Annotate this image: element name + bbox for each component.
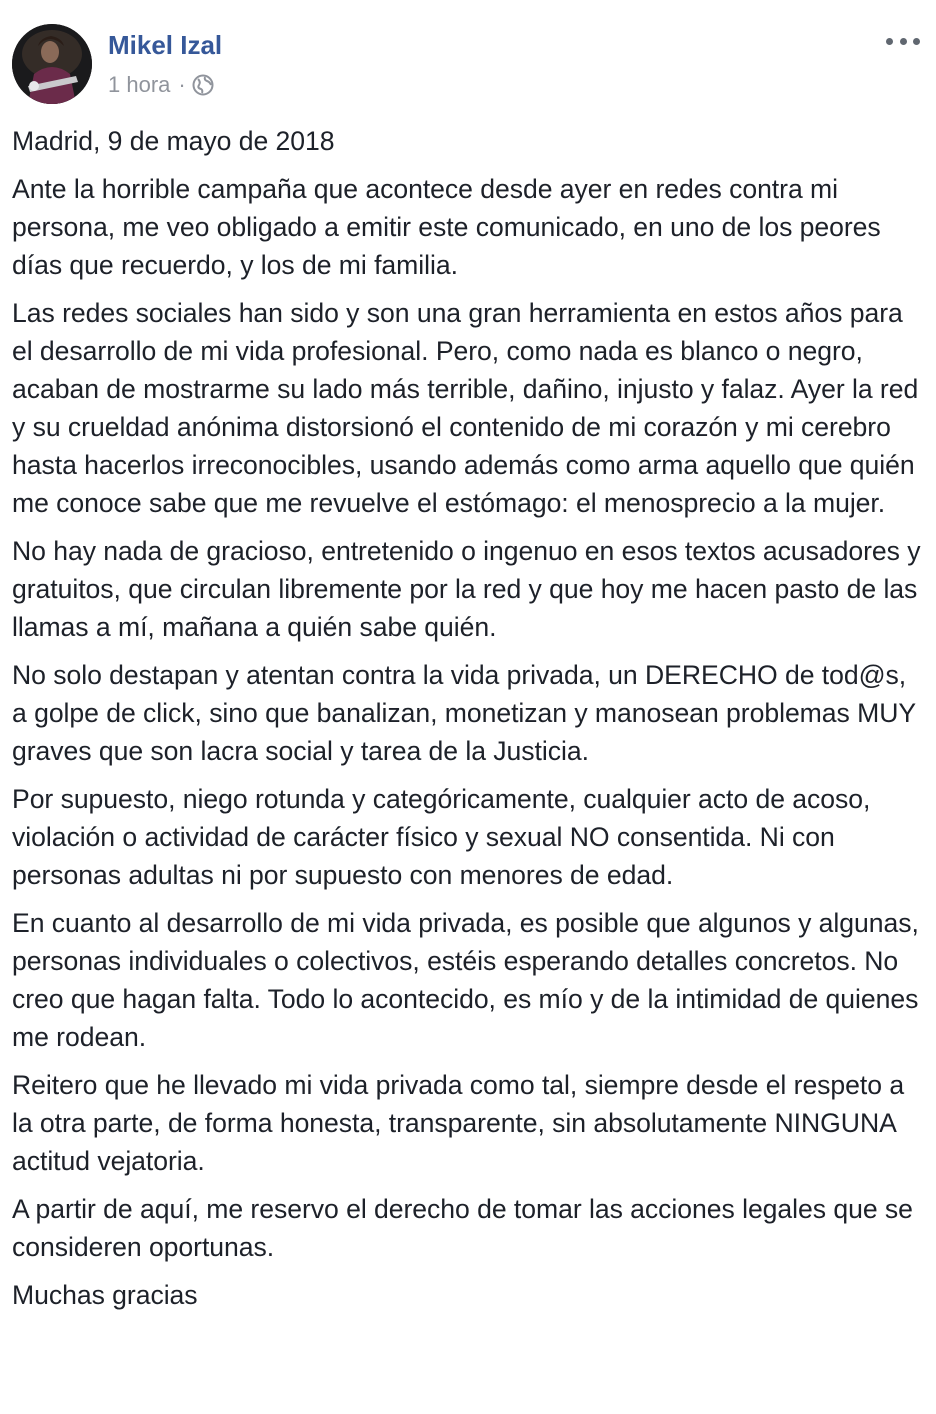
post-paragraph: Las redes sociales han sido y son una gran herramienta en estos años para el desarrollo de mi vida profesional. Pero, como nada es blanco o negro, acaban de mostrarme su lado más terrible, dañino, injusto y falaz. Ayer la red y su crueldad anónima distorsionó el contenido de mi corazón y mi cerebro hasta hacerlos irreconocibles, usando además como arma aquello que quién me conoce sabe que me revuelve el estómago: el menosprecio a la mujer. xyxy=(12,298,919,518)
post-paragraph: Muchas gracias xyxy=(12,1280,198,1310)
avatar[interactable] xyxy=(12,24,92,104)
author-name[interactable]: Mikel Izal xyxy=(108,30,223,60)
post-paragraph: A partir de aquí, me reservo el derecho de tomar las acciones legales que se consideren oportunas. xyxy=(12,1194,913,1262)
post-meta xyxy=(108,70,214,100)
avatar-photo-icon xyxy=(12,24,92,104)
post-paragraph: En cuanto al desarrollo de mi vida privada, es posible que algunos y algunas, personas individuales o colectivos, estéis esperando detalles concretos. No creo que hagan falta. Todo lo acontecido, es mío y de la intimidad de quienes me rodean. xyxy=(12,908,919,1052)
post-paragraph: Por supuesto, niego rotunda y categóricamente, cualquier acto de acoso, violación o actividad de carácter físico y sexual NO consentida. Ni con personas adultas ni por supuesto con menores de edad. xyxy=(12,784,871,890)
globe-icon[interactable] xyxy=(192,74,214,96)
post-paragraph: No hay nada de gracioso, entretenido o ingenuo en esos textos acusadores y gratuitos, que circulan libremente por la red y que hoy me hacen pasto de las llamas a mí, mañana a quién sabe quién. xyxy=(12,536,921,642)
post-header xyxy=(12,24,924,106)
post-timestamp[interactable]: 1 hora xyxy=(108,72,171,97)
post-paragraph: No solo destapan y atentan contra la vida privada, un DERECHO de tod@s, a golpe de click, sino que banalizan, monetizan y manosean problemas MUY graves que son lacra social y tarea de la Justicia. xyxy=(12,660,916,766)
meta-separator: · xyxy=(178,72,186,97)
post-paragraph: Ante la horrible campaña que acontece desde ayer en redes contra mi persona, me veo obligado a emitir este comunicado, en uno de los peores días que recuerdo, y los de mi familia. xyxy=(12,174,881,280)
post-paragraph: Madrid, 9 de mayo de 2018 xyxy=(12,126,335,156)
post-paragraph: Reitero que he llevado mi vida privada como tal, siempre desde el respeto a la otra parte, de forma honesta, transparente, sin absolutamente NINGUNA actitud vejatoria. xyxy=(12,1070,905,1176)
post-body xyxy=(12,122,924,1324)
more-options-icon[interactable] xyxy=(886,32,920,50)
